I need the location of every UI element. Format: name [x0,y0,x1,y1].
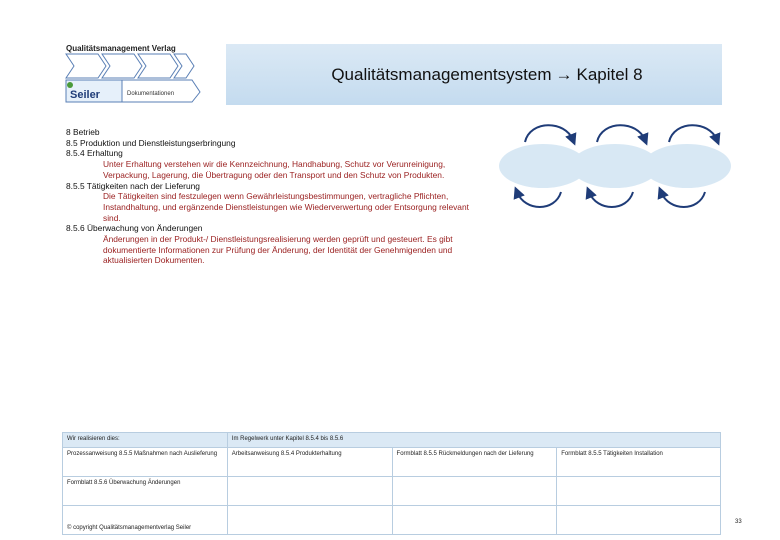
table-row [63,448,721,477]
table-cell: Arbeitsanweisung 8.5.4 Produkterhaltung [227,448,392,477]
reference-table [62,432,721,535]
table-cell: Formblatt 8.5.6 Überwachung Änderungen [63,477,228,506]
table-cell: Prozessanweisung 8.5.5 Maßnahmen nach Auslieferung [63,448,228,477]
cycle-arrow-top-1 [525,125,573,142]
table-cell [557,506,721,535]
table-header-left: Wir realisieren dies: [63,433,228,448]
section-aenderungen-text: Änderungen in der Produkt-/ Dienstleistungsrealisierung werden geprüft und gesteuert. Es gibt dokumentierte Informationen zur Prüfung der Änderung, der Identität der Genehmigenden und aktualisierten Dokumenten. [103,234,453,266]
table-row [63,477,721,506]
cycle-arrow-bottom-1 [517,192,561,207]
table-cell [227,506,392,535]
table-cell: Formblatt 8.5.5 Tätigkeiten Installation [557,448,721,477]
logo-subtitle: Dokumentationen [127,91,175,97]
cycle-diagram [495,116,755,226]
table-header-right: Im Regelwerk unter Kapitel 8.5.4 bis 8.5.6 [227,433,720,448]
copyright-cell: © copyright Qualitätsmanagementverlag Seiler [63,506,228,535]
right-arrow-icon: → [555,64,573,84]
banner-title: Qualitätsmanagementsystem [331,64,552,84]
table-row [63,506,721,535]
logo-brand: Seiler [70,89,100,101]
banner-chapter: Kapitel 8 [576,64,643,84]
table-cell: Formblatt 8.5.5 Rückmeldungen nach der Lieferung [392,448,557,477]
cycle-arrow-top-3 [669,125,717,142]
section-aenderungen-title: 8.5.6 Überwachung von Änderungen [66,223,203,234]
table-cell [227,477,392,506]
logo-title: Qualitätsmanagement Verlag [66,44,176,53]
cycle-ellipse-3 [643,144,731,188]
cycle-arrow-top-2 [597,125,645,142]
table-header-row [63,433,721,448]
cycle-arrow-bottom-2 [589,192,633,207]
title-banner [226,44,722,105]
table-cell [392,506,557,535]
cycle-arrow-bottom-3 [661,192,705,207]
page-number: 33 [735,519,742,525]
table-cell [557,477,721,506]
heading-produktion: 8.5 Produktion und Dienstleistungserbringung [66,137,236,148]
section-erhaltung-text: Unter Erhaltung verstehen wir die Kennzeichnung, Handhabung, Schutz vor Verunreinigung, Verpackung, Lagerung, die Übertragung oder den Transport und den Schutz von Produkten. [103,159,446,180]
section-lieferung-title: 8.5.5 Tätigkeiten nach der Lieferung [66,180,200,191]
section-erhaltung-title: 8.5.4 Erhaltung [66,148,123,159]
table-cell [392,477,557,506]
chapter-content [66,127,486,266]
section-lieferung-text: Die Tätigkeiten sind festzulegen wenn Gewährleistungsbestimmungen, vertragliche Pflichten, Instandhaltung, und ergänzende Dienstleistungen wie Wiederverwertung oder Entsorgung relevant sind. [103,191,469,223]
heading-betrieb: 8 Betrieb [66,127,100,137]
